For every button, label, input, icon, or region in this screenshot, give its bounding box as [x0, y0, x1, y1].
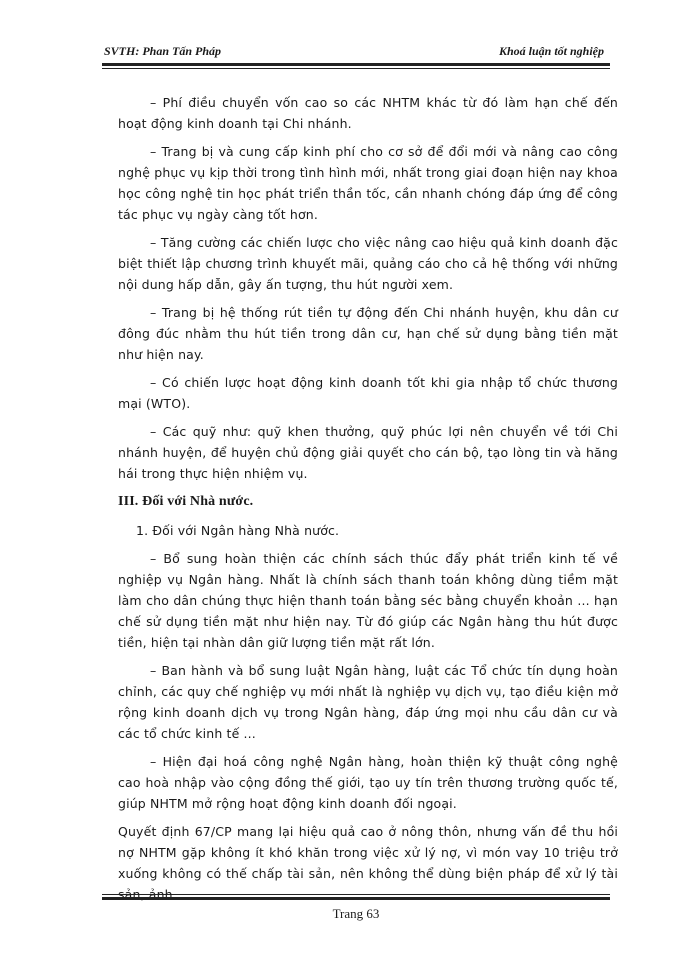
body-paragraph: – Trang bị hệ thống rút tiền tự động đến Chi nhánh huyện, khu dân cư đông đúc nhằm thu hút tiền trong dân cư, hạn chế sử dụng bằng tiền mặt như hiện nay.: [118, 305, 618, 362]
footer-rule-thick: [102, 897, 610, 900]
page-number: Trang 63: [332, 906, 380, 921]
body-paragraph: – Hiện đại hoá công nghệ Ngân hàng, hoàn thiện kỹ thuật công nghệ cao hoà nhập vào cộng đồng thế giới, tạo uy tín trên thương trường quốc tế, giúp NHTM mở rộng hoạt động kinh doanh đối ngoại.: [118, 754, 618, 811]
header-author: SVTH: Phan Tấn Pháp: [104, 44, 222, 58]
body-paragraph: – Tăng cường các chiến lược cho việc nâng cao hiệu quả kinh doanh đặc biệt thiết lập chương trình khuyết mãi, quảng cáo cho cả hệ thống với những nội dung hấp dẫn, gây ấn tượng, thu hút người xem.: [118, 235, 618, 292]
header-rule-thin: [102, 68, 610, 69]
page-header: [104, 44, 604, 62]
footer-rule-thin: [102, 894, 610, 895]
body-paragraph: – Các quỹ như: quỹ khen thưởng, quỹ phúc lợi nên chuyển về tới Chi nhánh huyện, để huyện chủ động giải quyết cho cán bộ, tạo lòng tin và hăng hái trong thực hiện nhiệm vụ.: [118, 424, 618, 481]
body-paragraph: – Phí điều chuyển vốn cao so các NHTM khác từ đó làm hạn chế đến hoạt động kinh doanh tại Chi nhánh.: [118, 95, 618, 131]
header-rule-thick: [102, 63, 610, 66]
section-heading: III. Đối với Nhà nước.: [118, 494, 254, 509]
header-document-title: Khoá luận tốt nghiệp: [498, 44, 604, 58]
page-body: [118, 92, 618, 912]
body-paragraph: – Có chiến lược hoạt động kinh doanh tốt khi gia nhập tổ chức thương mại (WTO).: [118, 375, 618, 411]
body-paragraph: – Trang bị và cung cấp kinh phí cho cơ sở để đổi mới và nâng cao công nghệ phục vụ kịp thời trong tình hình mới, nhất trong giai đoạn hiện nay khoa học công nghệ tin học phát triển thần tốc, cần nhanh chóng đáp ứng để công tác phục vụ ngày càng tốt hơn.: [118, 144, 618, 222]
body-paragraph: – Bổ sung hoàn thiện các chính sách thúc đẩy phát triển kinh tế về nghiệp vụ Ngân hàng. Nhất là chính sách thanh toán không dùng tiềm mặt làm cho dân chúng thực hiện thanh toán bằng séc bằng chuyển khoản ... hạn chế sử dụng tiền mặt như hiện nay. Từ đó giúp các Ngân hàng thu hút được tiền, hiện tại nhàn dân giữ lượng tiền mặt rất lớn.: [118, 551, 618, 650]
body-paragraph: Quyết định 67/CP mang lại hiệu quả cao ở nông thôn, nhưng vấn đề thu hồi nợ NHTM gặp không ít khó khăn trong việc xử lý nợ, vì món vay 10 triệu trở xuống không có thế chấp tài sản, nên không thể dùng biện pháp để xử lý tài: [118, 824, 618, 881]
subsection-heading: 1. Đối với Ngân hàng Nhà nước.: [136, 523, 340, 538]
body-paragraph: – Ban hành và bổ sung luật Ngân hàng, luật các Tổ chức tín dụng hoàn chỉnh, các quy chế nghiệp vụ mới nhất là nghiệp vụ dịch vụ, tạo điều kiện mở rộng kinh doanh dịch vụ trong Ngân hàng, đáp ứng mọi nhu cầu dân cư và các tổ chức kinh tế ...: [118, 663, 618, 741]
